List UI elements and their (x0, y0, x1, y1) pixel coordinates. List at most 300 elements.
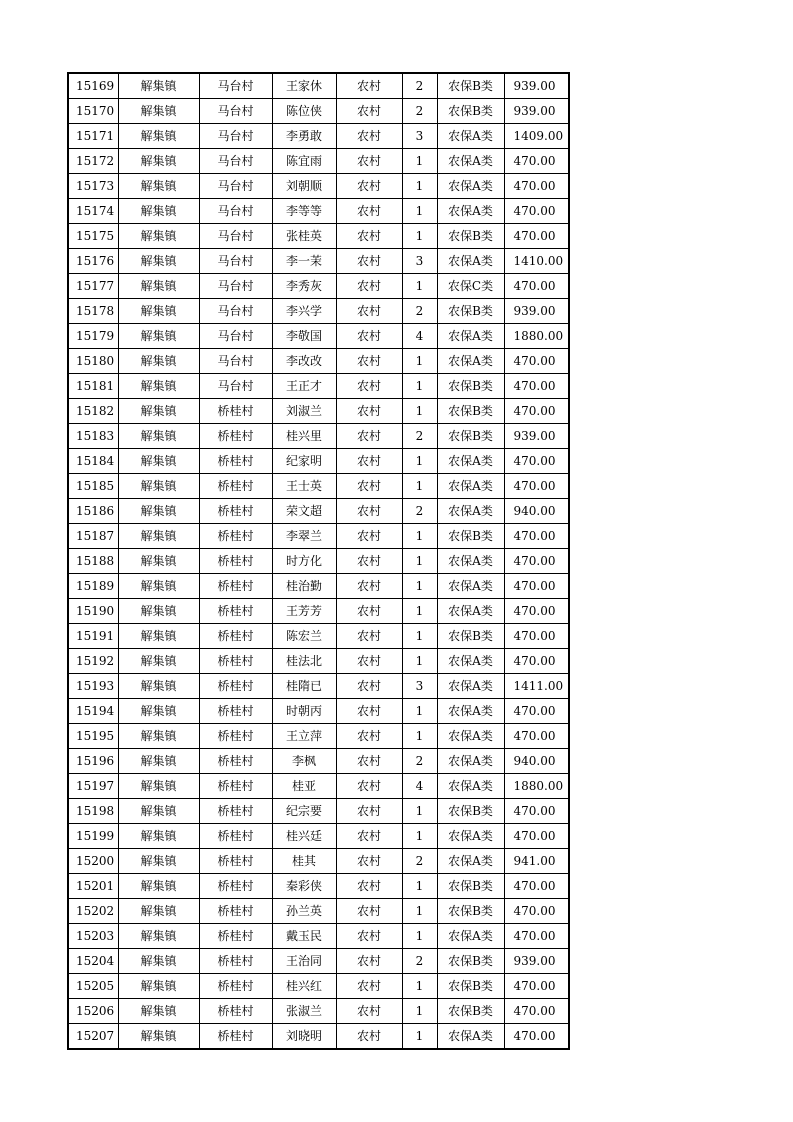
name-cell: 李勇敢 (272, 124, 336, 149)
insurance-category-cell: 农保B类 (437, 799, 504, 824)
name-cell: 陈宏兰 (272, 624, 336, 649)
village-cell: 桥桂村 (199, 774, 272, 799)
area-type-cell: 农村 (336, 949, 402, 974)
name-cell: 张桂英 (272, 224, 336, 249)
household-count-cell: 1 (402, 824, 437, 849)
village-cell: 桥桂村 (199, 674, 272, 699)
table-row (68, 599, 569, 624)
name-cell: 王芳芳 (272, 599, 336, 624)
insurance-category-cell: 农保B类 (437, 624, 504, 649)
town-cell: 解集镇 (118, 249, 199, 274)
town-cell: 解集镇 (118, 874, 199, 899)
household-count-cell: 1 (402, 1024, 437, 1050)
area-type-cell: 农村 (336, 374, 402, 399)
household-count-cell: 2 (402, 424, 437, 449)
household-count-cell: 1 (402, 624, 437, 649)
village-cell: 马台村 (199, 299, 272, 324)
household-count-cell: 2 (402, 849, 437, 874)
amount-cell: 470.00 (504, 174, 569, 199)
household-count-cell: 2 (402, 73, 437, 99)
town-cell: 解集镇 (118, 599, 199, 624)
household-count-cell: 1 (402, 724, 437, 749)
name-cell: 李改改 (272, 349, 336, 374)
town-cell: 解集镇 (118, 424, 199, 449)
village-cell: 桥桂村 (199, 999, 272, 1024)
amount-cell: 939.00 (504, 949, 569, 974)
table-row (68, 124, 569, 149)
table-row (68, 149, 569, 174)
record-id-cell: 15182 (68, 399, 118, 424)
village-cell: 桥桂村 (199, 1024, 272, 1050)
name-cell: 陈宜雨 (272, 149, 336, 174)
insurance-category-cell: 农保A类 (437, 774, 504, 799)
village-cell: 马台村 (199, 199, 272, 224)
village-cell: 桥桂村 (199, 949, 272, 974)
town-cell: 解集镇 (118, 524, 199, 549)
insurance-category-cell: 农保A类 (437, 599, 504, 624)
household-count-cell: 1 (402, 474, 437, 499)
area-type-cell: 农村 (336, 274, 402, 299)
village-cell: 马台村 (199, 174, 272, 199)
name-cell: 刘淑兰 (272, 399, 336, 424)
town-cell: 解集镇 (118, 974, 199, 999)
name-cell: 李秀灰 (272, 274, 336, 299)
town-cell: 解集镇 (118, 99, 199, 124)
name-cell: 桂其 (272, 849, 336, 874)
table-row (68, 274, 569, 299)
table-row (68, 774, 569, 799)
village-cell: 桥桂村 (199, 424, 272, 449)
name-cell: 王正才 (272, 374, 336, 399)
table-row (68, 449, 569, 474)
household-count-cell: 1 (402, 999, 437, 1024)
table-row (68, 724, 569, 749)
record-id-cell: 15198 (68, 799, 118, 824)
amount-cell: 470.00 (504, 824, 569, 849)
insurance-category-cell: 农保A类 (437, 549, 504, 574)
record-id-cell: 15203 (68, 924, 118, 949)
table-row (68, 699, 569, 724)
record-id-cell: 15174 (68, 199, 118, 224)
table-body (68, 73, 569, 1049)
record-id-cell: 15205 (68, 974, 118, 999)
amount-cell: 470.00 (504, 199, 569, 224)
town-cell: 解集镇 (118, 824, 199, 849)
area-type-cell: 农村 (336, 774, 402, 799)
area-type-cell: 农村 (336, 449, 402, 474)
area-type-cell: 农村 (336, 749, 402, 774)
household-count-cell: 3 (402, 124, 437, 149)
name-cell: 桂隋已 (272, 674, 336, 699)
table-row (68, 349, 569, 374)
name-cell: 王治同 (272, 949, 336, 974)
amount-cell: 470.00 (504, 724, 569, 749)
village-cell: 马台村 (199, 324, 272, 349)
village-cell: 马台村 (199, 124, 272, 149)
record-id-cell: 15193 (68, 674, 118, 699)
insurance-category-cell: 农保B类 (437, 974, 504, 999)
household-count-cell: 1 (402, 274, 437, 299)
insurance-category-cell: 农保B类 (437, 999, 504, 1024)
town-cell: 解集镇 (118, 699, 199, 724)
area-type-cell: 农村 (336, 799, 402, 824)
area-type-cell: 农村 (336, 924, 402, 949)
amount-cell: 470.00 (504, 274, 569, 299)
insurance-category-cell: 农保B类 (437, 899, 504, 924)
town-cell: 解集镇 (118, 174, 199, 199)
village-cell: 马台村 (199, 224, 272, 249)
town-cell: 解集镇 (118, 574, 199, 599)
insurance-category-cell: 农保A类 (437, 674, 504, 699)
town-cell: 解集镇 (118, 899, 199, 924)
insurance-category-cell: 农保A类 (437, 249, 504, 274)
amount-cell: 1880.00 (504, 774, 569, 799)
table-row (68, 324, 569, 349)
town-cell: 解集镇 (118, 349, 199, 374)
records-table (67, 72, 570, 1050)
record-id-cell: 15201 (68, 874, 118, 899)
village-cell: 桥桂村 (199, 724, 272, 749)
village-cell: 桥桂村 (199, 399, 272, 424)
table-row (68, 899, 569, 924)
household-count-cell: 3 (402, 674, 437, 699)
insurance-category-cell: 农保B类 (437, 524, 504, 549)
record-id-cell: 15187 (68, 524, 118, 549)
name-cell: 桂兴里 (272, 424, 336, 449)
town-cell: 解集镇 (118, 299, 199, 324)
table-row (68, 99, 569, 124)
insurance-category-cell: 农保B类 (437, 374, 504, 399)
table-row (68, 824, 569, 849)
household-count-cell: 4 (402, 324, 437, 349)
village-cell: 马台村 (199, 149, 272, 174)
amount-cell: 470.00 (504, 474, 569, 499)
table-row (68, 249, 569, 274)
amount-cell: 470.00 (504, 224, 569, 249)
name-cell: 桂亚 (272, 774, 336, 799)
record-id-cell: 15183 (68, 424, 118, 449)
record-id-cell: 15196 (68, 749, 118, 774)
record-id-cell: 15180 (68, 349, 118, 374)
record-id-cell: 15173 (68, 174, 118, 199)
household-count-cell: 1 (402, 699, 437, 724)
insurance-category-cell: 农保B类 (437, 99, 504, 124)
record-id-cell: 15171 (68, 124, 118, 149)
area-type-cell: 农村 (336, 1024, 402, 1050)
area-type-cell: 农村 (336, 699, 402, 724)
town-cell: 解集镇 (118, 149, 199, 174)
amount-cell: 1411.00 (504, 674, 569, 699)
name-cell: 纪家明 (272, 449, 336, 474)
record-id-cell: 15176 (68, 249, 118, 274)
insurance-category-cell: 农保C类 (437, 274, 504, 299)
town-cell: 解集镇 (118, 324, 199, 349)
name-cell: 王士英 (272, 474, 336, 499)
area-type-cell: 农村 (336, 324, 402, 349)
area-type-cell: 农村 (336, 599, 402, 624)
record-id-cell: 15181 (68, 374, 118, 399)
insurance-category-cell: 农保A类 (437, 349, 504, 374)
insurance-category-cell: 农保A类 (437, 474, 504, 499)
household-count-cell: 1 (402, 149, 437, 174)
household-count-cell: 1 (402, 224, 437, 249)
village-cell: 桥桂村 (199, 974, 272, 999)
record-id-cell: 15170 (68, 99, 118, 124)
amount-cell: 470.00 (504, 799, 569, 824)
insurance-category-cell: 农保A类 (437, 924, 504, 949)
table-row (68, 1024, 569, 1050)
table-row (68, 174, 569, 199)
amount-cell: 470.00 (504, 524, 569, 549)
area-type-cell: 农村 (336, 174, 402, 199)
household-count-cell: 1 (402, 899, 437, 924)
area-type-cell: 农村 (336, 249, 402, 274)
town-cell: 解集镇 (118, 949, 199, 974)
area-type-cell: 农村 (336, 724, 402, 749)
amount-cell: 941.00 (504, 849, 569, 874)
household-count-cell: 1 (402, 599, 437, 624)
record-id-cell: 15200 (68, 849, 118, 874)
record-id-cell: 15204 (68, 949, 118, 974)
household-count-cell: 4 (402, 774, 437, 799)
town-cell: 解集镇 (118, 724, 199, 749)
amount-cell: 470.00 (504, 649, 569, 674)
name-cell: 秦彩侠 (272, 874, 336, 899)
village-cell: 桥桂村 (199, 549, 272, 574)
amount-cell: 470.00 (504, 449, 569, 474)
household-count-cell: 1 (402, 524, 437, 549)
village-cell: 桥桂村 (199, 449, 272, 474)
amount-cell: 939.00 (504, 99, 569, 124)
record-id-cell: 15197 (68, 774, 118, 799)
insurance-category-cell: 农保B类 (437, 949, 504, 974)
amount-cell: 939.00 (504, 73, 569, 99)
area-type-cell: 农村 (336, 674, 402, 699)
amount-cell: 470.00 (504, 599, 569, 624)
insurance-category-cell: 农保B类 (437, 224, 504, 249)
amount-cell: 470.00 (504, 374, 569, 399)
insurance-category-cell: 农保B类 (437, 874, 504, 899)
household-count-cell: 1 (402, 649, 437, 674)
insurance-category-cell: 农保A类 (437, 724, 504, 749)
insurance-category-cell: 农保A类 (437, 124, 504, 149)
insurance-category-cell: 农保A类 (437, 574, 504, 599)
village-cell: 桥桂村 (199, 624, 272, 649)
area-type-cell: 农村 (336, 849, 402, 874)
record-id-cell: 15189 (68, 574, 118, 599)
record-id-cell: 15188 (68, 549, 118, 574)
record-id-cell: 15172 (68, 149, 118, 174)
record-id-cell: 15195 (68, 724, 118, 749)
name-cell: 桂法北 (272, 649, 336, 674)
town-cell: 解集镇 (118, 624, 199, 649)
household-count-cell: 1 (402, 449, 437, 474)
record-id-cell: 15186 (68, 499, 118, 524)
insurance-category-cell: 农保A类 (437, 824, 504, 849)
insurance-category-cell: 农保B类 (437, 424, 504, 449)
amount-cell: 470.00 (504, 399, 569, 424)
village-cell: 桥桂村 (199, 499, 272, 524)
insurance-category-cell: 农保A类 (437, 449, 504, 474)
village-cell: 马台村 (199, 374, 272, 399)
record-id-cell: 15191 (68, 624, 118, 649)
amount-cell: 470.00 (504, 999, 569, 1024)
table-row (68, 999, 569, 1024)
town-cell: 解集镇 (118, 1024, 199, 1050)
town-cell: 解集镇 (118, 924, 199, 949)
name-cell: 李枫 (272, 749, 336, 774)
area-type-cell: 农村 (336, 999, 402, 1024)
name-cell: 时方化 (272, 549, 336, 574)
table-row (68, 574, 569, 599)
table-row (68, 199, 569, 224)
insurance-category-cell: 农保A类 (437, 1024, 504, 1050)
village-cell: 桥桂村 (199, 699, 272, 724)
village-cell: 桥桂村 (199, 474, 272, 499)
town-cell: 解集镇 (118, 674, 199, 699)
household-count-cell: 2 (402, 299, 437, 324)
record-id-cell: 15179 (68, 324, 118, 349)
area-type-cell: 农村 (336, 399, 402, 424)
name-cell: 李敬国 (272, 324, 336, 349)
name-cell: 李等等 (272, 199, 336, 224)
town-cell: 解集镇 (118, 749, 199, 774)
town-cell: 解集镇 (118, 774, 199, 799)
village-cell: 马台村 (199, 349, 272, 374)
town-cell: 解集镇 (118, 124, 199, 149)
table-row (68, 649, 569, 674)
insurance-category-cell: 农保A类 (437, 499, 504, 524)
table-row (68, 524, 569, 549)
area-type-cell: 农村 (336, 974, 402, 999)
village-cell: 马台村 (199, 274, 272, 299)
name-cell: 王家休 (272, 73, 336, 99)
name-cell: 时朝丙 (272, 699, 336, 724)
name-cell: 桂兴红 (272, 974, 336, 999)
area-type-cell: 农村 (336, 199, 402, 224)
household-count-cell: 1 (402, 199, 437, 224)
record-id-cell: 15192 (68, 649, 118, 674)
town-cell: 解集镇 (118, 549, 199, 574)
village-cell: 马台村 (199, 99, 272, 124)
insurance-category-cell: 农保B类 (437, 73, 504, 99)
amount-cell: 470.00 (504, 924, 569, 949)
area-type-cell: 农村 (336, 474, 402, 499)
town-cell: 解集镇 (118, 199, 199, 224)
table-row (68, 399, 569, 424)
amount-cell: 470.00 (504, 549, 569, 574)
area-type-cell: 农村 (336, 549, 402, 574)
area-type-cell: 农村 (336, 349, 402, 374)
name-cell: 王立萍 (272, 724, 336, 749)
town-cell: 解集镇 (118, 649, 199, 674)
record-id-cell: 15199 (68, 824, 118, 849)
amount-cell: 470.00 (504, 1024, 569, 1050)
area-type-cell: 农村 (336, 899, 402, 924)
village-cell: 桥桂村 (199, 824, 272, 849)
household-count-cell: 1 (402, 374, 437, 399)
insurance-category-cell: 农保A类 (437, 649, 504, 674)
town-cell: 解集镇 (118, 499, 199, 524)
town-cell: 解集镇 (118, 73, 199, 99)
table-row (68, 974, 569, 999)
amount-cell: 470.00 (504, 899, 569, 924)
name-cell: 张淑兰 (272, 999, 336, 1024)
village-cell: 马台村 (199, 73, 272, 99)
town-cell: 解集镇 (118, 224, 199, 249)
town-cell: 解集镇 (118, 849, 199, 874)
village-cell: 桥桂村 (199, 649, 272, 674)
record-id-cell: 15175 (68, 224, 118, 249)
record-id-cell: 15207 (68, 1024, 118, 1050)
village-cell: 桥桂村 (199, 874, 272, 899)
area-type-cell: 农村 (336, 649, 402, 674)
household-count-cell: 3 (402, 249, 437, 274)
town-cell: 解集镇 (118, 474, 199, 499)
table-row (68, 224, 569, 249)
household-count-cell: 1 (402, 874, 437, 899)
area-type-cell: 农村 (336, 299, 402, 324)
household-count-cell: 2 (402, 749, 437, 774)
table-row (68, 799, 569, 824)
record-id-cell: 15206 (68, 999, 118, 1024)
table-row (68, 624, 569, 649)
village-cell: 桥桂村 (199, 899, 272, 924)
amount-cell: 940.00 (504, 749, 569, 774)
table-row (68, 374, 569, 399)
table-row (68, 674, 569, 699)
amount-cell: 470.00 (504, 349, 569, 374)
record-id-cell: 15190 (68, 599, 118, 624)
town-cell: 解集镇 (118, 374, 199, 399)
household-count-cell: 1 (402, 349, 437, 374)
record-id-cell: 15169 (68, 73, 118, 99)
household-count-cell: 1 (402, 799, 437, 824)
record-id-cell: 15177 (68, 274, 118, 299)
village-cell: 桥桂村 (199, 599, 272, 624)
area-type-cell: 农村 (336, 99, 402, 124)
insurance-category-cell: 农保A类 (437, 199, 504, 224)
name-cell: 李一茉 (272, 249, 336, 274)
household-count-cell: 1 (402, 974, 437, 999)
area-type-cell: 农村 (336, 424, 402, 449)
amount-cell: 470.00 (504, 149, 569, 174)
name-cell: 孙兰英 (272, 899, 336, 924)
amount-cell: 470.00 (504, 699, 569, 724)
town-cell: 解集镇 (118, 399, 199, 424)
insurance-category-cell: 农保A类 (437, 699, 504, 724)
household-count-cell: 1 (402, 399, 437, 424)
amount-cell: 470.00 (504, 874, 569, 899)
amount-cell: 470.00 (504, 624, 569, 649)
table-row (68, 424, 569, 449)
area-type-cell: 农村 (336, 224, 402, 249)
name-cell: 荣文超 (272, 499, 336, 524)
area-type-cell: 农村 (336, 499, 402, 524)
area-type-cell: 农村 (336, 574, 402, 599)
amount-cell: 1880.00 (504, 324, 569, 349)
table-row (68, 924, 569, 949)
table-row (68, 874, 569, 899)
insurance-category-cell: 农保A类 (437, 149, 504, 174)
amount-cell: 940.00 (504, 499, 569, 524)
name-cell: 桂兴廷 (272, 824, 336, 849)
village-cell: 桥桂村 (199, 799, 272, 824)
amount-cell: 939.00 (504, 424, 569, 449)
table-row (68, 499, 569, 524)
name-cell: 陈位侠 (272, 99, 336, 124)
town-cell: 解集镇 (118, 799, 199, 824)
